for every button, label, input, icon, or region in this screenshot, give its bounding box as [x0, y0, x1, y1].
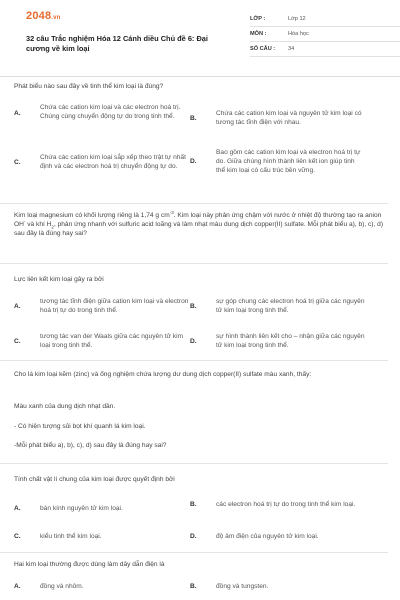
- question-number: [0, 475, 6, 484]
- question-text-part: Kim loại magnesium có khối lượng riêng là 1,74 g cm: [14, 212, 170, 219]
- option-text: tương tác tĩnh điện giữa cation kim loại và electron hoá trị tự do trong tinh thể.: [40, 298, 189, 314]
- option-letter: B.: [190, 583, 197, 590]
- question-1: [0, 82, 388, 91]
- meta-value: Hóa học: [288, 30, 309, 37]
- question-text: Cho lá kim loại kẽm (zinc) và ống nghiệm chứa lượng dư dung dịch copper(II) sulfate màu xanh, thấy:: [14, 371, 312, 378]
- option-5d[interactable]: [190, 532, 365, 541]
- question-text: [14, 211, 388, 238]
- option-3b[interactable]: [190, 297, 365, 315]
- option-1d[interactable]: [190, 148, 365, 175]
- option-text: Chứa các cation kim loại và các electron hoá trị. Chúng cùng chuyển động tự do trong tinh thể.: [40, 104, 181, 120]
- meta-row-class: [250, 12, 400, 27]
- option-6b[interactable]: [190, 582, 365, 591]
- question-4-line-3: [0, 441, 388, 450]
- option-5a[interactable]: [14, 504, 189, 513]
- option-6a[interactable]: [14, 582, 189, 591]
- option-letter: C.: [14, 158, 21, 166]
- question-text: Phát biểu nào sau đây về tinh thể kim loại là đúng?: [14, 83, 164, 90]
- question-text: Tính chất vật lí chung của kim loại được quyết định bởi: [14, 476, 175, 483]
- question-number: [0, 370, 6, 379]
- question-3: [0, 275, 388, 284]
- question-line: Màu xanh của dung dịch nhạt dần.: [14, 403, 116, 410]
- option-letter: D.: [190, 158, 197, 165]
- question-divider: [0, 263, 388, 264]
- option-text: Bao gồm các cation kim loại và electron hoá trị tự do. Giữa chúng hình thành liên kết ion giúp tinh thể kim loại có cấu trúc bền vững.: [216, 149, 361, 174]
- option-text: đồng và tungsten.: [216, 583, 269, 590]
- logo-main: 2048: [26, 10, 52, 22]
- question-text-part: và khí H: [25, 221, 52, 228]
- question-number: [0, 560, 6, 569]
- superscript: -: [23, 218, 26, 224]
- option-text: tương tác van der Waals giữa các nguyên tử kim loại trong tinh thể.: [40, 333, 184, 349]
- option-text: đồng và nhôm.: [40, 583, 84, 590]
- option-letter: A.: [14, 110, 21, 117]
- meta-row-count: [250, 42, 400, 57]
- option-text: bán kính nguyên tử kim loại.: [40, 505, 123, 512]
- question-number: [0, 275, 6, 284]
- question-line: - Có hiện tượng sủi bọt khí quanh lá kim loại.: [14, 423, 146, 430]
- superscript: -3: [169, 209, 174, 215]
- option-1c[interactable]: [14, 153, 189, 171]
- meta-row-subject: [250, 27, 400, 42]
- question-6: [0, 560, 388, 569]
- option-letter: B.: [190, 302, 197, 310]
- question-number: [0, 211, 6, 220]
- option-text: sự hình thành liên kết cho – nhận giữa các nguyên tử kim loại trong tinh thể.: [216, 333, 365, 349]
- document-header: [26, 0, 388, 60]
- option-1b[interactable]: [190, 109, 365, 127]
- meta-value: 34: [288, 45, 295, 52]
- question-text: Hai kim loại thường được dùng làm dây dẫn điện là: [14, 561, 165, 568]
- option-letter: C.: [14, 337, 21, 345]
- option-letter: A.: [14, 505, 21, 512]
- question-divider: [0, 552, 388, 553]
- document-title: 32 câu Trắc nghiệm Hóa 12 Cánh diều Chủ đề 6: Đại cương về kim loại: [26, 34, 208, 53]
- meta-label: SỐ CÂU :: [250, 45, 276, 52]
- option-3a[interactable]: [14, 297, 189, 315]
- option-letter: D.: [190, 533, 197, 540]
- site-logo[interactable]: [26, 12, 61, 23]
- meta-label: MÔN :: [250, 30, 267, 37]
- meta-label: LỚP :: [250, 15, 266, 22]
- option-text: các electron hoá trị tự do trong tinh thể kim loại.: [216, 501, 356, 508]
- question-text-part: , phản ứng nhanh với sulfuric acid loãng và làm nhạt màu dung dịch copper(II) sulfate. Mỗi phát biểu a), b), c), d) sau đây là đúng hay sai?: [14, 221, 384, 237]
- option-5b[interactable]: [190, 500, 365, 509]
- question-divider: [0, 203, 388, 204]
- question-4-line-1: [0, 402, 388, 411]
- option-5c[interactable]: [14, 532, 189, 541]
- header-divider: [0, 76, 400, 77]
- logo-suffix: .vn: [51, 15, 61, 21]
- question-text-part: . Kim loại này phản ứng chậm với nước ở nhiệt độ thường tạo ra anion OH: [14, 212, 382, 228]
- option-letter: B.: [190, 501, 197, 508]
- question-line: -Mỗi phát biểu a), b), c), d) sau đây là đúng hay sai?: [14, 442, 167, 449]
- question-number: [0, 82, 6, 91]
- option-letter: A.: [14, 302, 21, 310]
- option-text: sự góp chung các electron hoá trị giữa các nguyên tử kim loại trong tinh thể.: [216, 298, 365, 314]
- option-1a-body: [14, 103, 189, 121]
- option-letter: D.: [190, 337, 197, 345]
- question-text: Lực liên kết kim loại gây ra bởi: [14, 276, 104, 283]
- subscript: 2: [51, 224, 54, 230]
- option-3c[interactable]: [14, 332, 189, 350]
- question-4-line-2: [0, 422, 388, 431]
- question-4: [0, 370, 388, 379]
- option-text: Chứa các cation kim loại sắp xếp theo trật tự nhất định và các electron hoá trị chuyển động tự do.: [40, 154, 186, 170]
- question-divider: [0, 463, 388, 464]
- option-text: kiểu tinh thể kim loại.: [40, 533, 102, 540]
- question-2: [0, 211, 388, 238]
- question-5: [0, 475, 388, 484]
- meta-table: [250, 12, 400, 57]
- option-letter: B.: [190, 114, 197, 122]
- question-divider: [0, 360, 388, 361]
- option-letter: A.: [14, 583, 21, 590]
- option-3d[interactable]: [190, 332, 365, 350]
- meta-value: Lớp 12: [288, 15, 306, 22]
- option-text: độ âm điện của nguyên tử kim loại.: [216, 533, 319, 540]
- option-letter: C.: [14, 533, 21, 540]
- option-text: Chứa các cation kim loại và nguyên tử kim loại có tương tác tĩnh điện với nhau.: [216, 110, 362, 126]
